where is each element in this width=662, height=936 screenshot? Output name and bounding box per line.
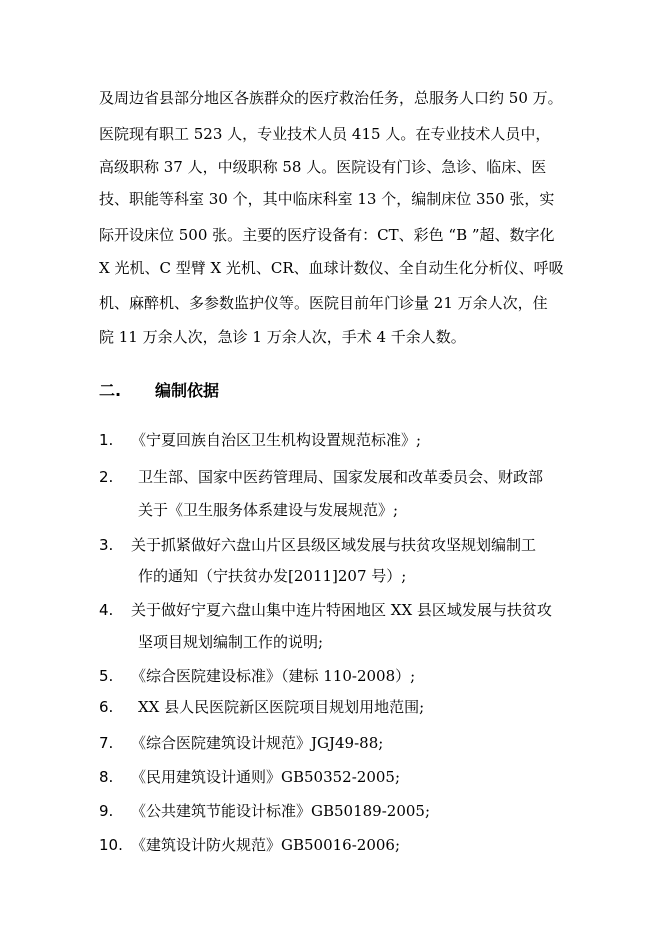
list-item-text: 关于抓紧做好六盘山片区县级区域发展与扶贫攻坚规划编制工	[131, 536, 537, 554]
list-item-number: 6.	[99, 698, 114, 716]
list-item-text: 《综合医院建设标准》（建标 110-2008）;	[131, 667, 416, 685]
paragraph-line: 医院现有职工 523 人，专业技术人员 415 人。在专业技术人员中，	[99, 125, 551, 143]
section-title: 编制依据	[155, 381, 220, 400]
paragraph-line: 及周边省县部分地区各族群众的医疗救治任务，总服务人口约 50 万。	[99, 89, 563, 107]
list-item-number: 5.	[99, 667, 114, 685]
paragraph-line: X 光机、C 型臂 X 光机、CR、血球计数仪、全自动生化分析仪、呼吸	[99, 259, 564, 277]
list-item-text: 《宁夏回族自治区卫生机构设置规范标准》;	[131, 431, 422, 449]
paragraph-line: 技、职能等科室 30 个，其中临床科室 13 个，编制床位 350 张，实	[99, 190, 555, 208]
list-item-number: 7.	[99, 734, 114, 752]
list-item-text: 《公共建筑节能设计标准》GB50189-2005;	[131, 802, 431, 820]
list-item-text: 《综合医院建筑设计规范》JGJ49-88;	[131, 734, 384, 752]
list-item-text: 《建筑设计防火规范》GB50016-2006;	[131, 836, 401, 854]
paragraph-line: 际开设床位 500 张。主要的医疗设备有：CT、彩色 “B ”超、数字化	[99, 226, 555, 244]
paragraph-line: 院 11 万余人次，急诊 1 万余人次，手术 4 千余人数。	[99, 328, 466, 346]
list-item-number: 9.	[99, 802, 114, 820]
list-item-text: 作的通知（宁扶贫办发[2011]207 号）;	[138, 567, 407, 585]
list-item-number: 2.	[99, 468, 114, 486]
list-item-text: 关于《卫生服务体系建设与发展规范》;	[138, 501, 399, 519]
list-item-number: 4.	[99, 601, 114, 619]
list-item-number: 1.	[99, 431, 114, 449]
list-item-text: 《民用建筑设计通则》GB50352-2005;	[131, 768, 401, 786]
list-item-text: 坚项目规划编制工作的说明;	[138, 633, 324, 651]
section-number: 二.	[99, 381, 122, 400]
list-item-number: 3.	[99, 536, 114, 554]
list-item-text: XX 县人民医院新区医院项目规划用地范围;	[138, 698, 425, 716]
section-heading	[99, 380, 219, 402]
paragraph-line: 机、麻醉机、多参数监护仪等。医院目前年门诊量 21 万余人次，住	[99, 294, 548, 312]
list-item-number: 10.	[99, 836, 123, 854]
list-item-number: 8.	[99, 768, 114, 786]
list-item-text: 关于做好宁夏六盘山集中连片特困地区 XX 县区域发展与扶贫攻	[131, 601, 552, 619]
paragraph-line: 高级职称 37 人，中级职称 58 人。医院设有门诊、急诊、临床、医	[99, 158, 547, 176]
list-item-text: 卫生部、国家中医药管理局、国家发展和改革委员会、财政部	[138, 468, 544, 486]
